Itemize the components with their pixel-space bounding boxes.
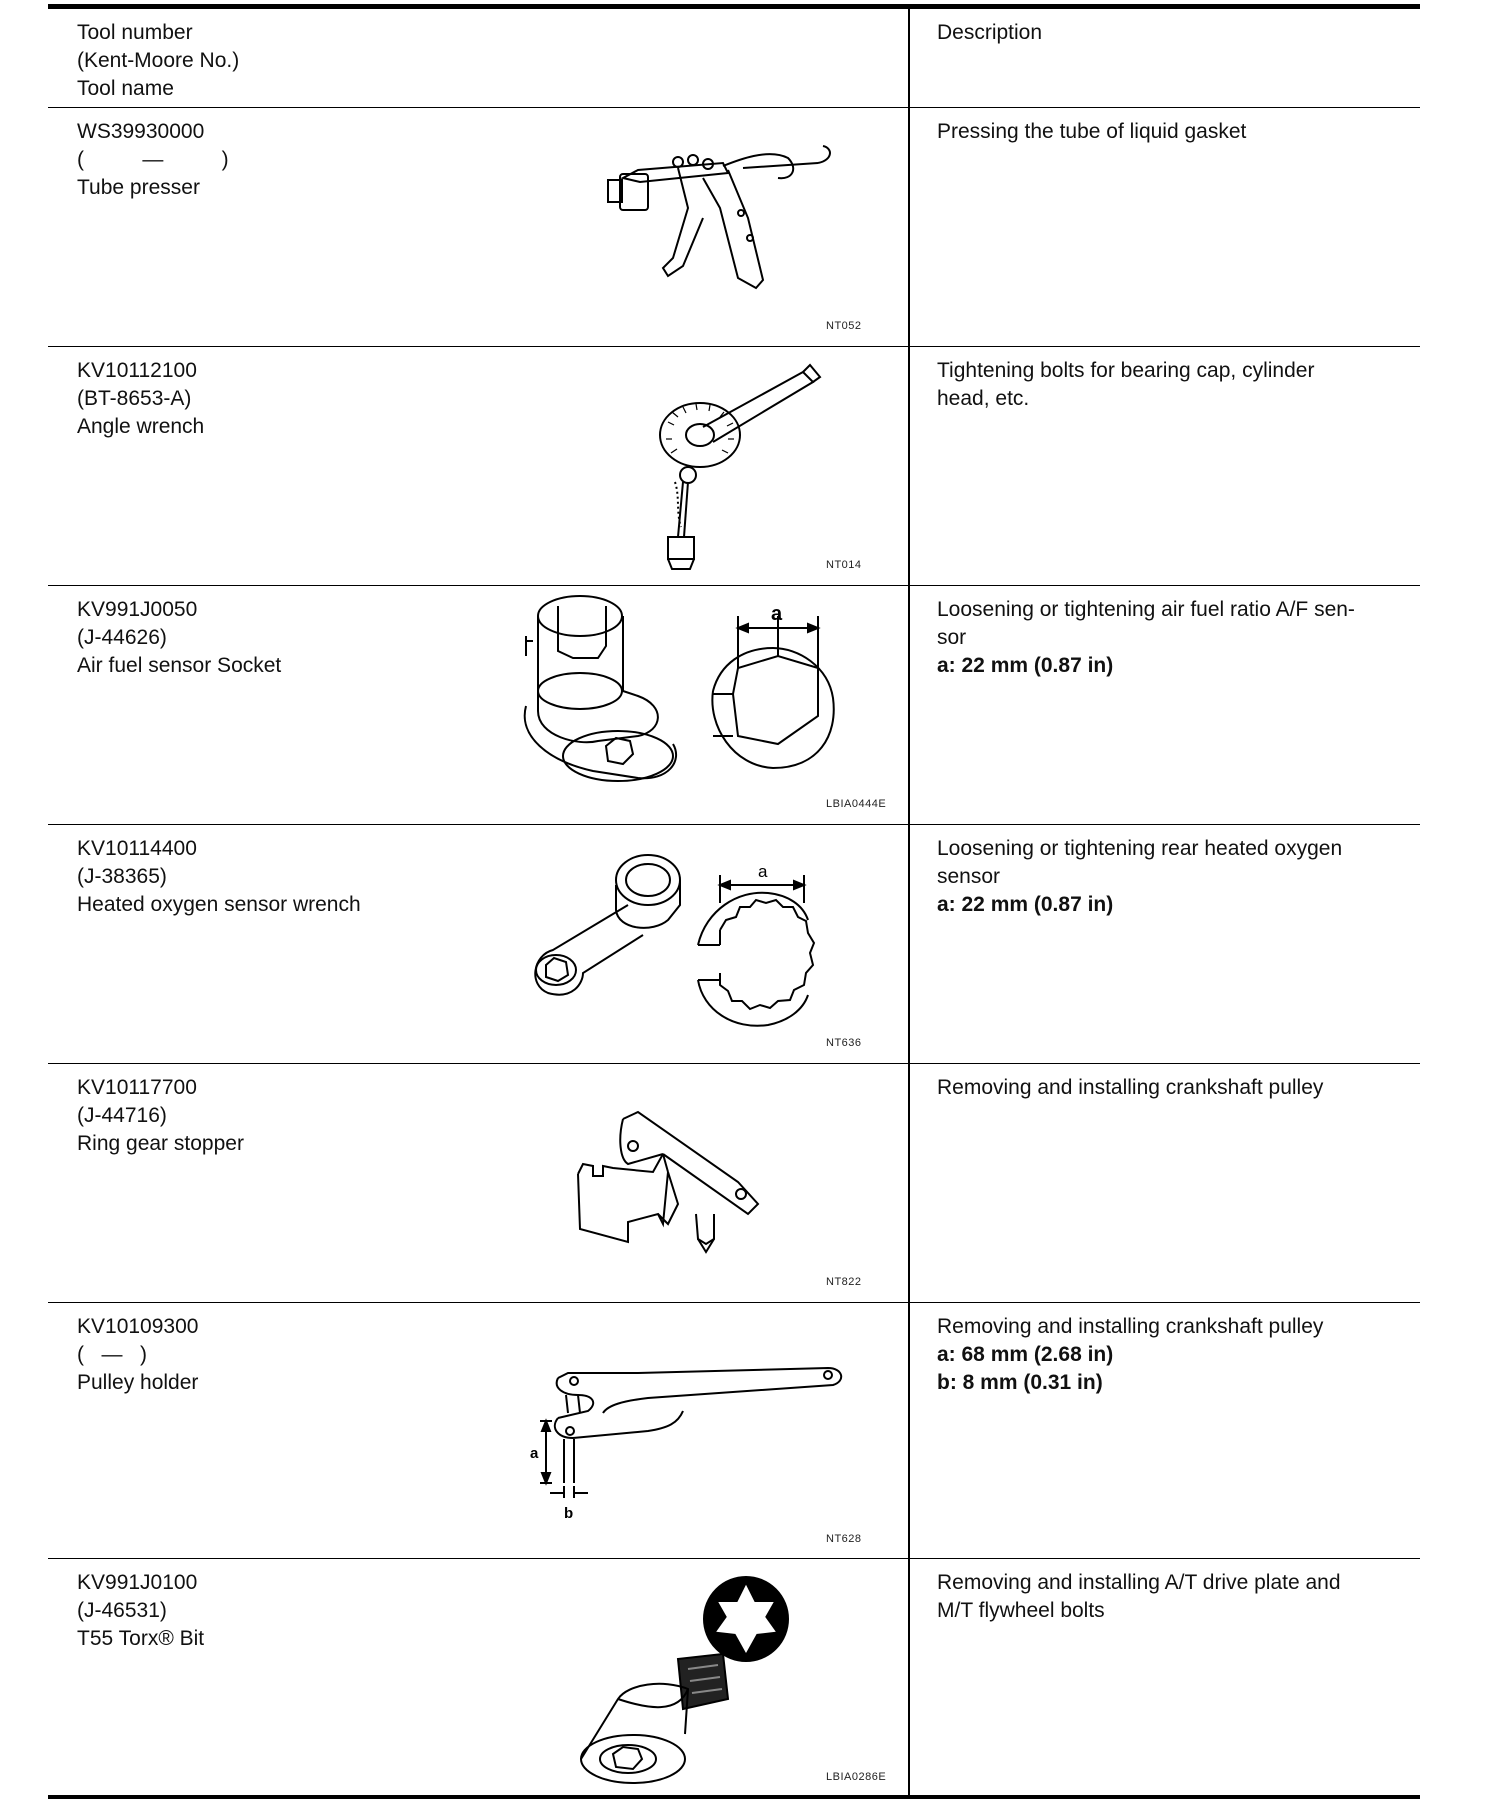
header-description: Description (937, 21, 1043, 44)
tool-description (937, 1313, 1407, 1397)
dimension-label: a (771, 603, 783, 625)
tool-description (937, 118, 1407, 146)
description-line: Tightening bolts for bearing cap, cylinder (937, 359, 1315, 382)
dimension-label-a: a (530, 1445, 539, 1462)
header-tool-number: Tool number (77, 21, 193, 44)
table-row (48, 347, 1420, 586)
tool-description (937, 835, 1407, 919)
tube-presser-icon (488, 108, 898, 347)
kent-moore-number: (J-46531) (77, 1599, 167, 1622)
table-row (48, 108, 1420, 347)
kent-moore-number: (J-44626) (77, 626, 167, 649)
table-row (48, 1303, 1420, 1559)
description-line: head, etc. (937, 387, 1030, 410)
tool-name: Angle wrench (77, 415, 205, 438)
tool-info (77, 1569, 477, 1653)
ring-gear-stopper-icon (488, 1064, 898, 1303)
image-code: LBIA0444E (826, 798, 887, 810)
header-kent-moore: (Kent-Moore No.) (77, 49, 240, 72)
tool-number: KV10117700 (77, 1076, 197, 1099)
table-row (48, 1064, 1420, 1303)
tool-description (937, 1569, 1407, 1625)
column-divider (908, 9, 910, 1795)
description-line: M/T flywheel bolts (937, 1599, 1105, 1622)
tool-number: KV10112100 (77, 359, 197, 382)
spec-line: b: 8 mm (0.31 in) (937, 1371, 1103, 1394)
table-row (48, 1559, 1420, 1795)
oxygen-sensor-wrench-icon (488, 825, 898, 1064)
tool-info (77, 835, 477, 919)
tool-name: Pulley holder (77, 1371, 199, 1394)
kent-moore-number: (J-38365) (77, 865, 167, 888)
kent-moore-number: (BT-8653-A) (77, 387, 192, 410)
pulley-holder-icon (488, 1303, 898, 1559)
kent-moore-number: ( — ) (77, 1343, 147, 1366)
tool-info (77, 118, 477, 202)
table-row (48, 586, 1420, 825)
description-line: Loosening or tightening air fuel ratio A/F sen- (937, 598, 1355, 621)
tool-number: KV10109300 (77, 1315, 199, 1338)
image-code: NT822 (826, 1276, 862, 1288)
image-code: NT628 (826, 1533, 862, 1545)
image-code: NT014 (826, 559, 862, 571)
tool-name: Heated oxygen sensor wrench (77, 893, 361, 916)
description-line: Removing and installing A/T drive plate and (937, 1571, 1341, 1594)
tool-number: KV991J0100 (77, 1571, 198, 1594)
tool-name: Tube presser (77, 176, 200, 199)
spec-line: a: 68 mm (2.68 in) (937, 1343, 1114, 1366)
dimension-label: a (758, 862, 768, 881)
description-line: Removing and installing crankshaft pulley (937, 1315, 1324, 1338)
torx-bit-icon (488, 1559, 898, 1795)
sensor-socket-icon (488, 586, 898, 825)
table-row (48, 825, 1420, 1064)
spec-line: a: 22 mm (0.87 in) (937, 654, 1114, 677)
angle-wrench-icon (488, 347, 898, 586)
tool-number: KV10114400 (77, 837, 197, 860)
description-line: sor (937, 626, 967, 649)
header-tool-column (77, 19, 477, 103)
tool-description (937, 1074, 1407, 1102)
tool-info (77, 596, 477, 680)
kent-moore-number: (J-44716) (77, 1104, 167, 1127)
image-code: NT052 (826, 320, 862, 332)
tool-name: Air fuel sensor Socket (77, 654, 282, 677)
spec-line: a: 22 mm (0.87 in) (937, 893, 1114, 916)
tool-number: WS39930000 (77, 120, 205, 143)
tool-description (937, 357, 1407, 413)
image-code: LBIA0286E (826, 1771, 887, 1783)
description-line: Removing and installing crankshaft pulley (937, 1076, 1324, 1099)
description-line: sensor (937, 865, 1001, 888)
description-line: Pressing the tube of liquid gasket (937, 120, 1247, 143)
tool-info (77, 1074, 477, 1158)
table-bottom-rule (48, 1795, 1420, 1799)
tool-number: KV991J0050 (77, 598, 198, 621)
dimension-label-b: b (564, 1505, 574, 1522)
kent-moore-number: ( — ) (77, 148, 229, 171)
tool-name: Ring gear stopper (77, 1132, 244, 1155)
image-code: NT636 (826, 1037, 862, 1049)
tool-description (937, 596, 1407, 680)
tool-name: T55 Torx® Bit (77, 1627, 205, 1650)
header-tool-name: Tool name (77, 77, 174, 100)
description-line: Loosening or tightening rear heated oxygen (937, 837, 1343, 860)
tool-info (77, 1313, 477, 1397)
table-header-row (48, 9, 1420, 108)
tool-info (77, 357, 477, 441)
